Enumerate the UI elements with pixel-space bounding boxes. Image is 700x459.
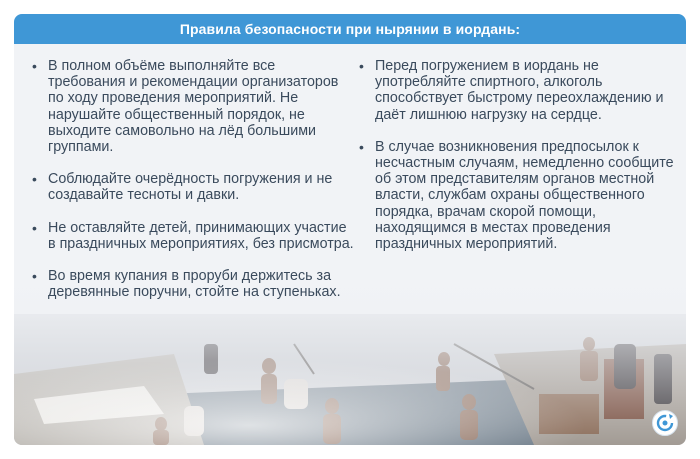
bullet-icon: •	[359, 58, 364, 74]
rule-text: Не оставляйте детей, принимающих участие в праздничных мероприятиях, без присмотра.	[48, 219, 354, 252]
rule-text: В случае возникновения предпосылок к несчастным случаям, немедленно сообщите об этом представителям органов местной власти, службам охраны общественного порядка, врачам скорой помощи, находящимся в местах проведения праздничных мероприятий.	[375, 138, 674, 253]
list-item	[32, 268, 354, 300]
rule-text: Во время купания в проруби держитесь за деревянные поручни, стойте на ступеньках.	[48, 268, 341, 301]
bullet-icon: •	[32, 58, 37, 74]
rule-text: Перед погружением в иордань не употребляйте спиртного, алкоголь способствует быстрому переохлаждению и даёт лишнюю нагрузку на сердце.	[375, 58, 664, 123]
right-column	[359, 58, 681, 268]
list-item	[32, 220, 354, 252]
safety-card	[14, 14, 686, 445]
rule-text: Соблюдайте очерёдность погружения и не создавайте тесноты и давки.	[48, 171, 333, 204]
list-item	[32, 171, 354, 203]
bullet-icon: •	[359, 138, 364, 155]
list-item	[359, 139, 681, 252]
left-column	[32, 58, 354, 316]
list-item	[359, 58, 681, 123]
header-bar	[14, 14, 686, 44]
list-item	[32, 58, 354, 155]
rule-text: В полном объёме выполняйте все требования и рекомендации организаторов по ходу проведения мероприятий. Не нарушайте общественный порядок, не выходите самовольно на лёд большими группами.	[48, 58, 339, 156]
bullet-icon: •	[32, 219, 37, 236]
page-title: Правила безопасности при нырянии в иордань:	[179, 21, 521, 37]
bullet-icon: •	[32, 268, 37, 285]
brand-logo-icon	[652, 410, 678, 436]
bullet-icon: •	[32, 171, 37, 188]
